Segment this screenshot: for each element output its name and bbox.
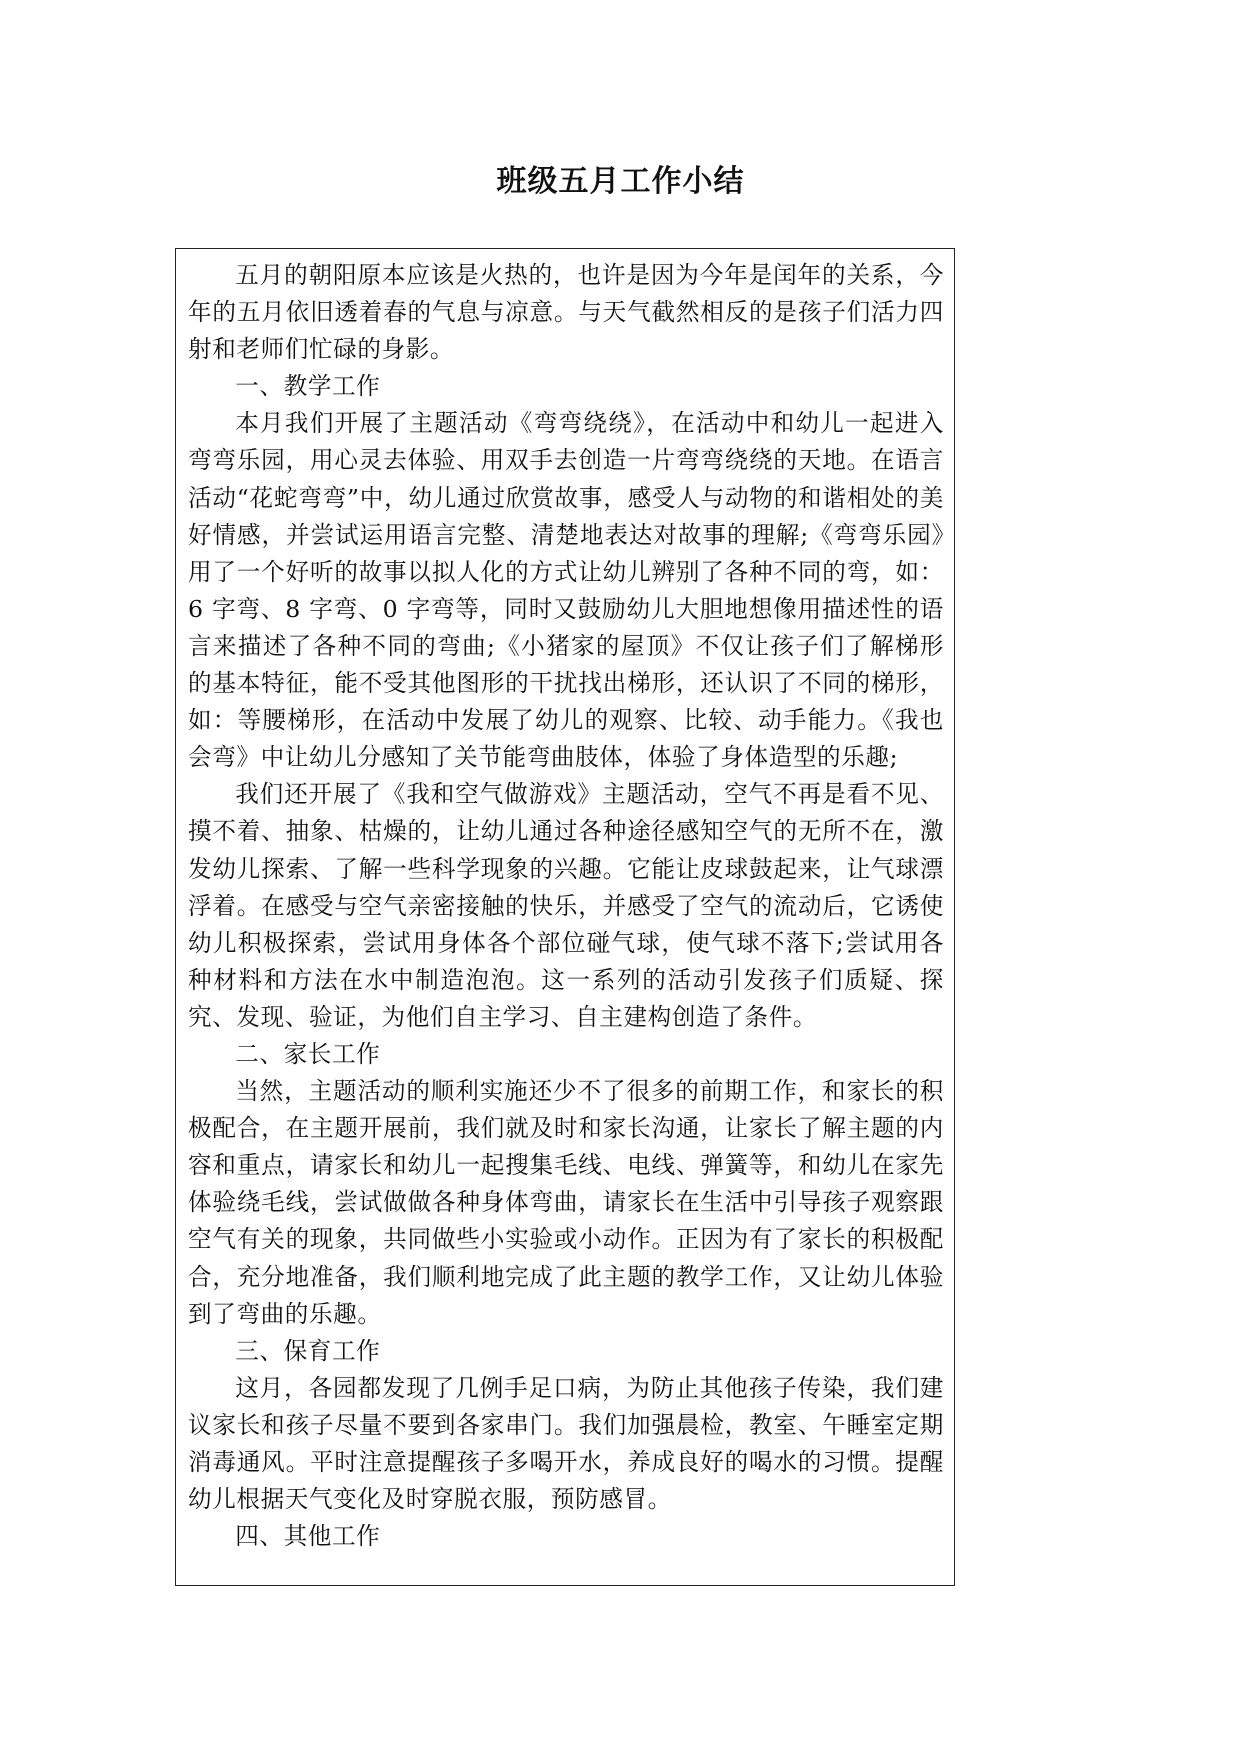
parents-paragraph: 当然，主题活动的顺利实施还少不了很多的前期工作，和家长的积极配合，在主题开展前，我们就及时和家长沟通，让家长了解主题的内容和重点，请家长和幼儿一起搜集毛线、电线、弹簧等，和幼儿在家先体验绕毛线，尝试做做各种身体弯曲，请家长在生活中引导孩子观察跟空气有关的现象，共同做些小实验或小动作。正因为有了家长的积极配合，充分地准备，我们顺利地完成了此主题的教学工作，又让幼儿体验到了弯曲的乐趣。	[188, 1077, 944, 1328]
teaching-paragraph-2: 我们还开展了《我和空气做游戏》主题活动，空气不再是看不见、摸不着、抽象、枯燥的，让幼儿通过各种途径感知空气的无所不在，激发幼儿探索、了解一些科学现象的兴趣。它能让皮球鼓起来，让气球漂浮着。在感受与空气亲密接触的快乐，并感受了空气的流动后，它诱使幼儿积极探索，尝试用身体各个部位碰气球，使气球不落下;尝试用各种材料和方法在水中制造泡泡。这一系列的活动引发孩子们质疑、探究、发现、验证，为他们自主学习、自主建构创造了条件。	[188, 780, 944, 1031]
intro-paragraph: 五月的朝阳原本应该是火热的，也许是因为今年是闰年的关系，今年的五月依旧透着春的气息与凉意。与天气截然相反的是孩子们活力四射和老师们忙碌的身影。	[188, 261, 944, 364]
page-title: 班级五月工作小结	[496, 164, 745, 199]
section-heading-teaching: 一、教学工作	[235, 372, 381, 401]
teaching-paragraph-1: 本月我们开展了主题活动《弯弯绕绕》，在活动中和幼儿一起进入弯弯乐园，用心灵去体验、用双手去创造一片弯弯绕绕的天地。在语言活动“花蛇弯弯”中，幼儿通过欣赏故事，感受人与动物的和谐相处的美好情感，并尝试运用语言完整、清楚地表达对故事的理解;《弯弯乐园》用了一个好听的故事以拟人化的方式让幼儿辨别了各种不同的弯，如：6 字弯、8 字弯、0 字弯等，同时又鼓励幼儿大胆地想像用描述性的语言来描述了各种不同的弯曲;《小猪家的屋顶》不仅让孩子们了解梯形的基本特征，能不受其他图形的干扰找出梯形，还认识了不同的梯形，如：等腰梯形，在活动中发展了幼儿的观察、比较、动手能力。《我也会弯》中让幼儿分感知了关节能弯曲肢体，体验了身体造型的乐趣;	[188, 409, 944, 772]
section-heading-parents: 二、家长工作	[235, 1039, 381, 1068]
section-heading-care: 三、保育工作	[235, 1336, 381, 1365]
section-heading-other: 四、其他工作	[235, 1522, 381, 1551]
content-box	[175, 248, 955, 1586]
care-paragraph: 这月，各园都发现了几例手足口病，为防止其他孩子传染，我们建议家长和孩子尽量不要到各家串门。我们加强晨检，教室、午睡室定期消毒通风。平时注意提醒孩子多喝开水，养成良好的喝水的习惯。提醒幼儿根据天气变化及时穿脱衣服，预防感冒。	[188, 1373, 944, 1514]
